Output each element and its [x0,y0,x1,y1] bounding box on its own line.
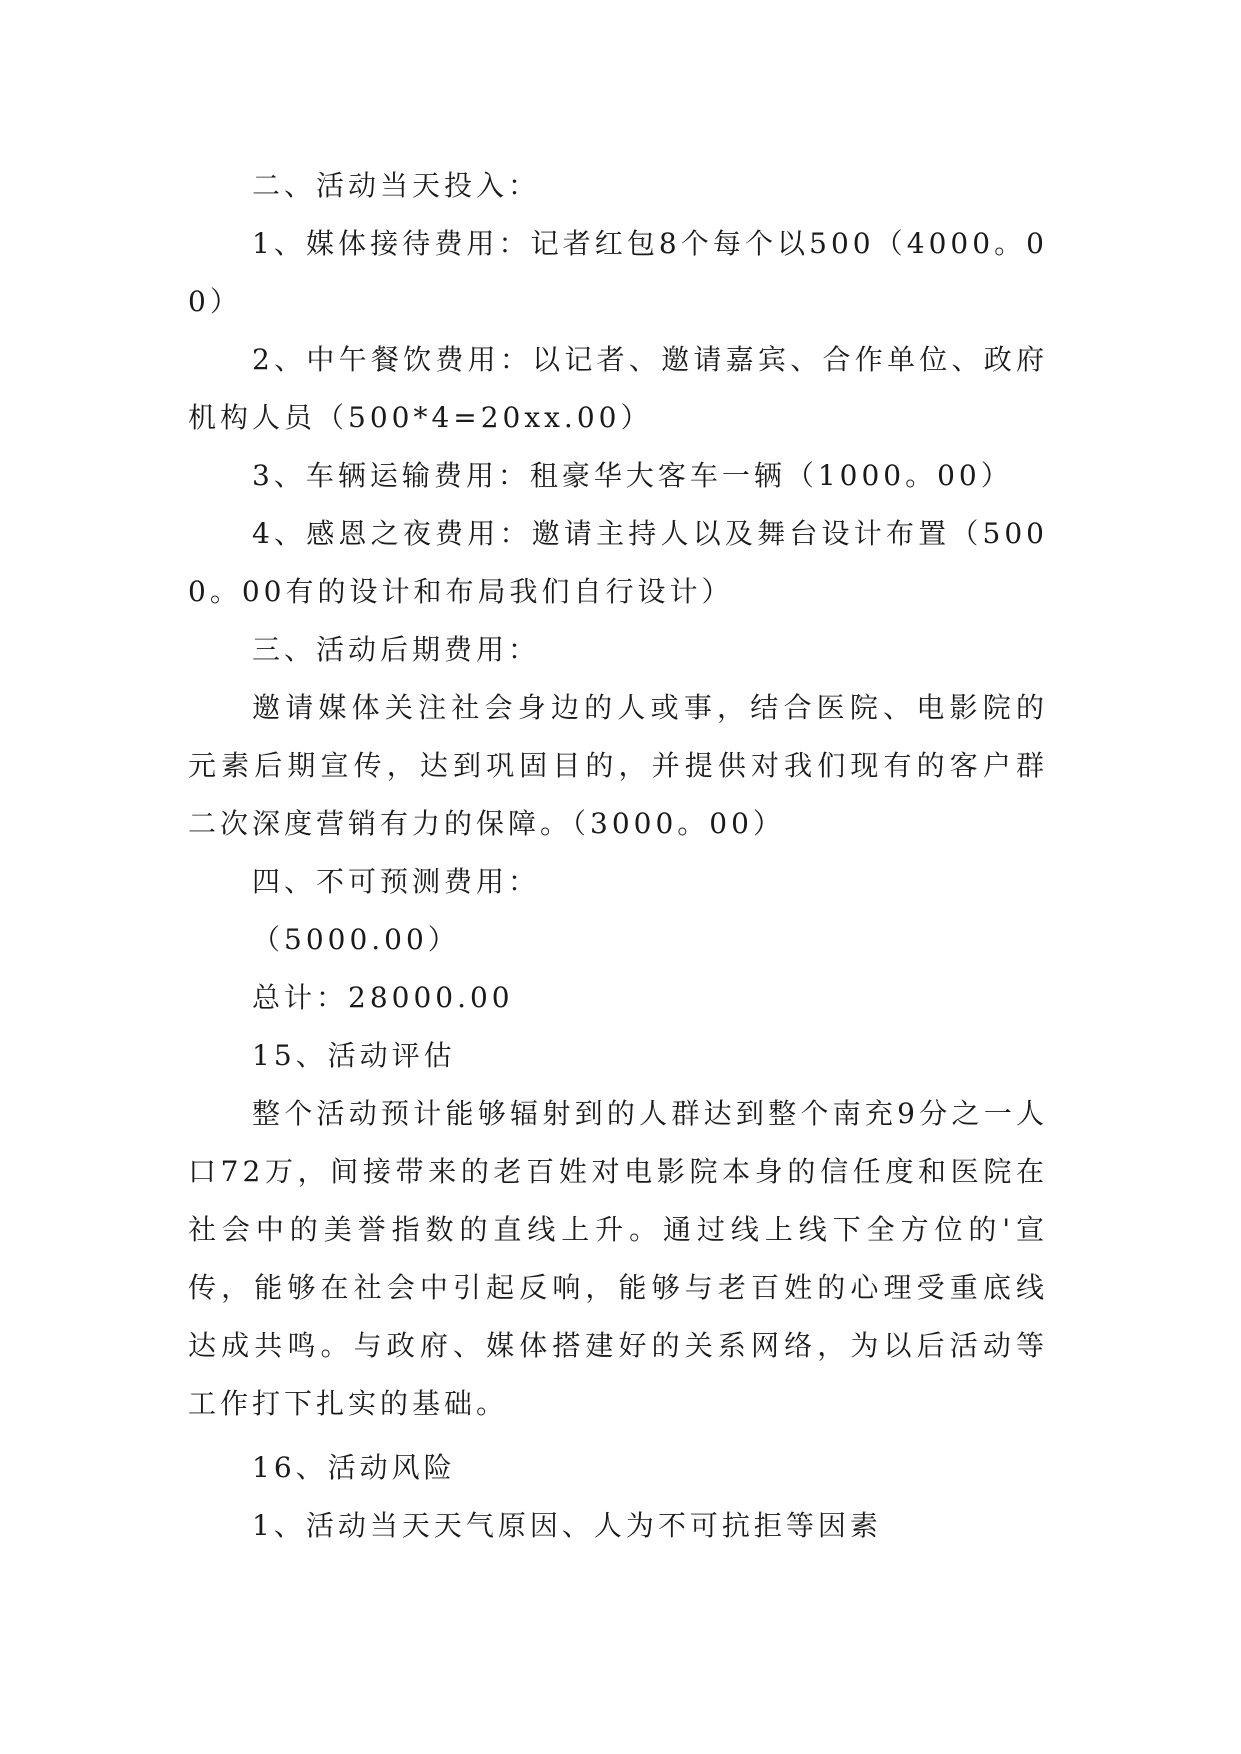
heading-post-event-costs: 三、活动后期费用： [252,633,541,666]
item-vehicle-transport-cost: 3、车辆运输费用：租豪华大客车一辆（1000。00） [252,459,1013,492]
paragraph-event-evaluation: 整个活动预计能够辐射到的人群达到整个南充9分之一人口72万，间接带来的老百姓对电影院本身的信任度和医院在社会中的美誉指数的直线上升。通过线上线下全方位的'宣传，能够在社会中引起反响，能够与老百姓的心理受重底线达成共鸣。与政府、媒体搭建好的关系网络，为以后活动等工作打下扎实的基础。 [188,1097,1048,1420]
heading-event-evaluation: 15、活动评估 [252,1039,456,1072]
item-thanksgiving-night-cost: 4、感恩之夜费用：邀请主持人以及舞台设计布置（5000。00有的设计和布局我们自行设计） [188,517,1048,608]
item-media-reception-cost: 1、媒体接待费用：记者红包8个每个以500（4000。00） [188,227,1048,318]
document-body [188,157,1048,1555]
item-unforeseen-amount: （5000.00） [252,923,460,956]
heading-event-risks: 16、活动风险 [252,1451,456,1484]
heading-day-of-event-costs: 二、活动当天投入： [252,169,541,202]
item-weather-risk: 1、活动当天天气原因、人为不可抗拒等因素 [252,1509,882,1542]
total-amount: 总计：28000.00 [252,981,514,1014]
paragraph-post-event-promotion: 邀请媒体关注社会身边的人或事，结合医院、电影院的元素后期宣传，达到巩固目的，并提供对我们现有的客户群二次深度营销有力的保障。（3000。00） [188,691,1048,840]
item-lunch-catering-cost: 2、中午餐饮费用：以记者、邀请嘉宾、合作单位、政府机构人员（500*4=20xx.00） [188,343,1048,434]
heading-unforeseen-costs: 四、不可预测费用： [252,865,541,898]
